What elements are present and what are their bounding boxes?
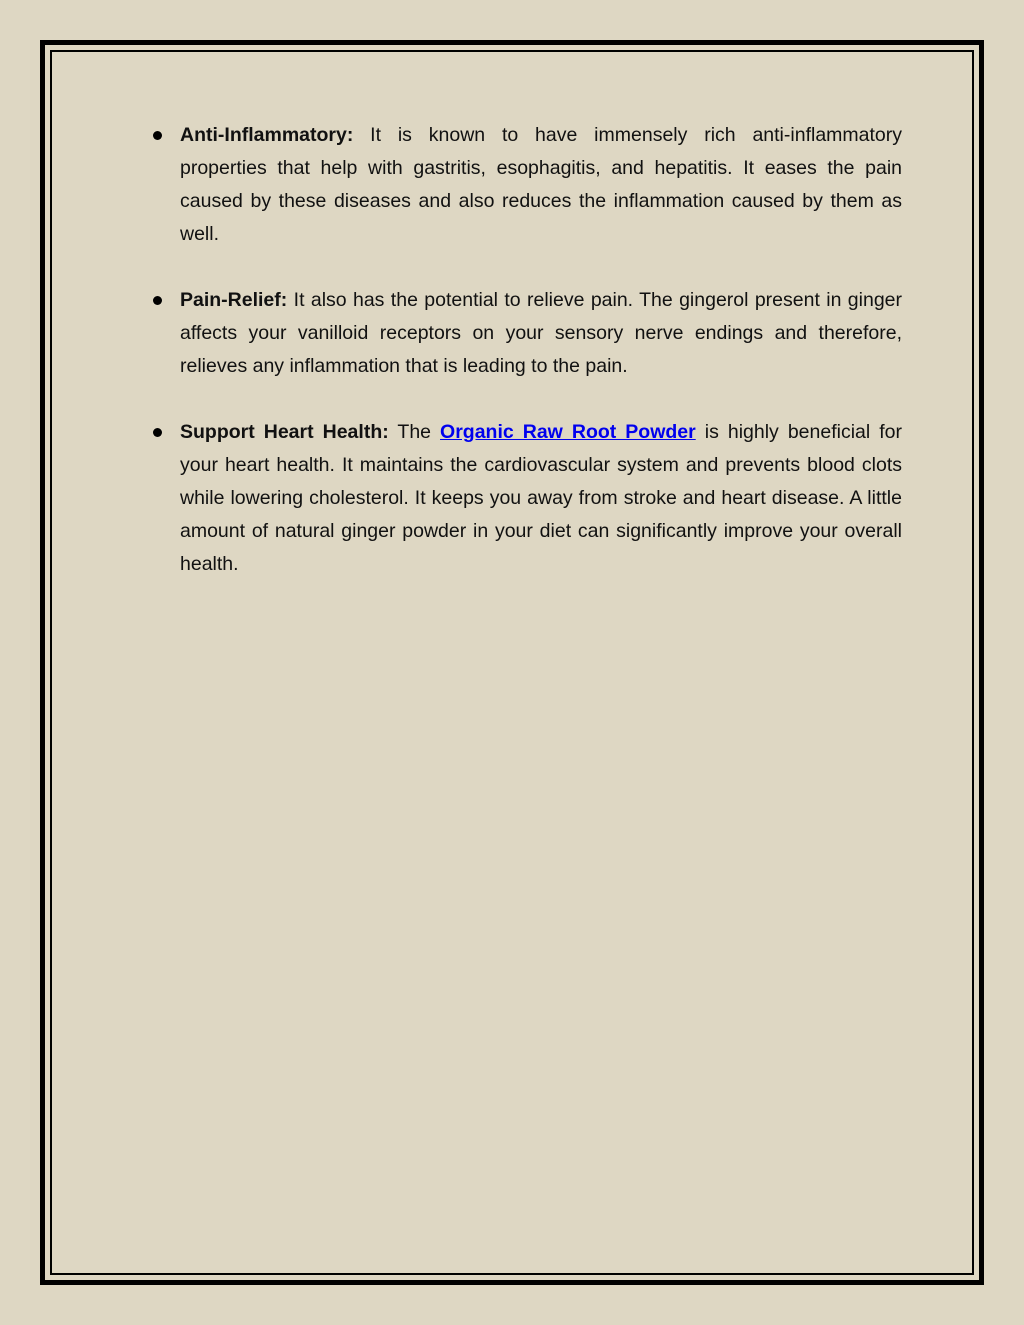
list-item-term: Support Heart Health:: [180, 421, 389, 443]
list-item-term: Anti-Inflammatory:: [180, 124, 354, 146]
list-item-text-before: The: [388, 421, 441, 443]
list-item-term: Pain-Relief:: [180, 289, 288, 311]
organic-raw-root-powder-link[interactable]: Organic Raw Root Powder: [440, 421, 696, 443]
document-body: [180, 119, 902, 614]
bullet-icon: [153, 296, 162, 305]
list-item-text: It also has the potential to relieve pain. The gingerol present in ginger affects your vanilloid receptors on your sensory nerve endings and therefore, relieves any inflammation that is leading to the pain.: [180, 289, 902, 377]
list-item-anti-inflammatory: [180, 119, 902, 251]
bullet-icon: [153, 131, 162, 140]
list-item-text: It is known to have immensely rich anti-inflammatory properties that help with gastritis, esophagitis, and hepatitis. It eases the pain caused by these diseases and also reduces the inflammation caused by them as well.: [180, 124, 902, 245]
list-item-text-after: is highly beneficial for your heart health. It maintains the cardiovascular system and prevents blood clots while lowering cholesterol. It keeps you away from stroke and heart disease. A little amount of natural ginger powder in your diet can significantly improve your overall health.: [180, 421, 902, 575]
list-item-pain-relief: [180, 284, 902, 383]
list-item-heart-health: [180, 416, 902, 581]
bullet-icon: [153, 428, 162, 437]
